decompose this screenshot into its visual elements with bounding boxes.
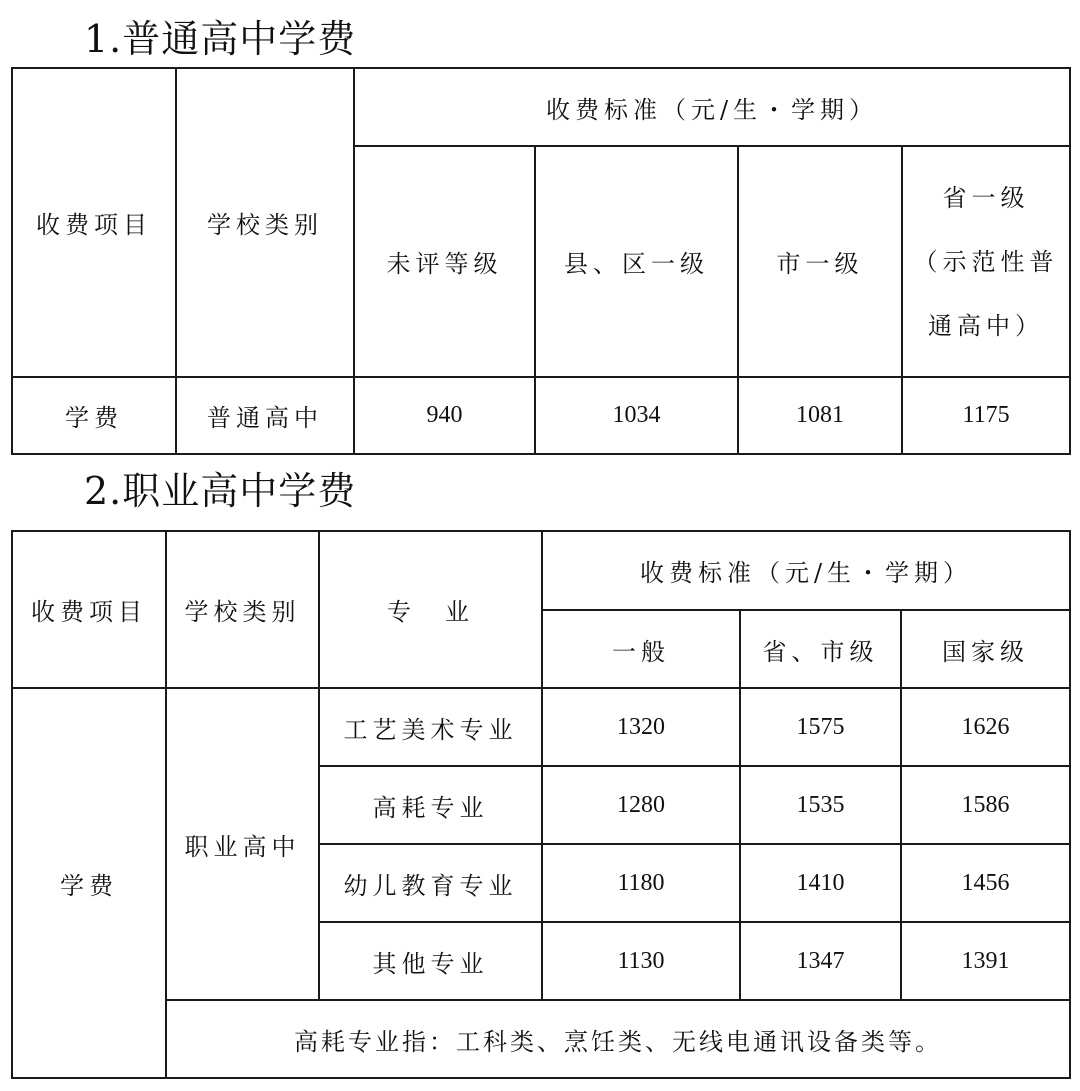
- value-unrated: 940: [354, 377, 535, 454]
- value-national: 1456: [901, 844, 1070, 922]
- header-fee-item: 收费项目: [12, 68, 176, 377]
- header-grade-province-line-2: （示范性普: [913, 247, 1059, 276]
- header-grade-county: 县、区一级: [535, 146, 738, 377]
- value-general: 1180: [542, 844, 740, 922]
- row-fee-item: 学费: [12, 377, 176, 454]
- vocational-high-school-fee-table: [11, 530, 1071, 1079]
- value-provincial-city: 1347: [740, 922, 901, 1000]
- header-level-general: 一般: [542, 610, 740, 688]
- header-school-type: 学校类别: [176, 68, 354, 377]
- value-city: 1081: [738, 377, 902, 454]
- value-provincial-city: 1575: [740, 688, 901, 766]
- major-name: 高耗专业: [319, 766, 542, 844]
- header-grade-province: [902, 146, 1070, 377]
- value-general: 1320: [542, 688, 740, 766]
- table-note: 高耗专业指：工科类、烹饪类、无线电通讯设备类等。: [166, 1000, 1070, 1078]
- row-school-type: 职业高中: [166, 688, 319, 1000]
- section-2-title: 2.职业高中学费: [84, 469, 357, 513]
- header-grade-unrated: 未评等级: [354, 146, 535, 377]
- row-school-type: 普通高中: [176, 377, 354, 454]
- value-provincial-city: 1410: [740, 844, 901, 922]
- value-provincial-city: 1535: [740, 766, 901, 844]
- header-grade-province-line-1: 省一级: [942, 183, 1030, 212]
- header-fee-standard: 收费标准（元/生・学期）: [354, 68, 1070, 146]
- header-level-national: 国家级: [901, 610, 1070, 688]
- header-school-type: 学校类别: [166, 531, 319, 688]
- value-province: 1175: [902, 377, 1070, 454]
- row-fee-item: 学费: [12, 688, 166, 1078]
- header-major: 专 业: [319, 531, 542, 688]
- value-national: 1391: [901, 922, 1070, 1000]
- value-national: 1586: [901, 766, 1070, 844]
- table-row: [12, 1000, 1070, 1078]
- general-high-school-fee-table: [11, 67, 1071, 455]
- value-general: 1280: [542, 766, 740, 844]
- major-name: 其他专业: [319, 922, 542, 1000]
- major-name: 工艺美术专业: [319, 688, 542, 766]
- header-level-provincial-city: 省、市级: [740, 610, 901, 688]
- header-fee-standard: 收费标准（元/生・学期）: [542, 531, 1070, 610]
- value-county: 1034: [535, 377, 738, 454]
- value-general: 1130: [542, 922, 740, 1000]
- header-grade-province-line-3: 通高中）: [928, 311, 1045, 340]
- section-1-title: 1.普通高中学费: [84, 17, 357, 61]
- table-row: [12, 688, 1070, 766]
- header-fee-item: 收费项目: [12, 531, 166, 688]
- major-name: 幼儿教育专业: [319, 844, 542, 922]
- table-row: [12, 377, 1070, 454]
- value-national: 1626: [901, 688, 1070, 766]
- header-grade-city: 市一级: [738, 146, 902, 377]
